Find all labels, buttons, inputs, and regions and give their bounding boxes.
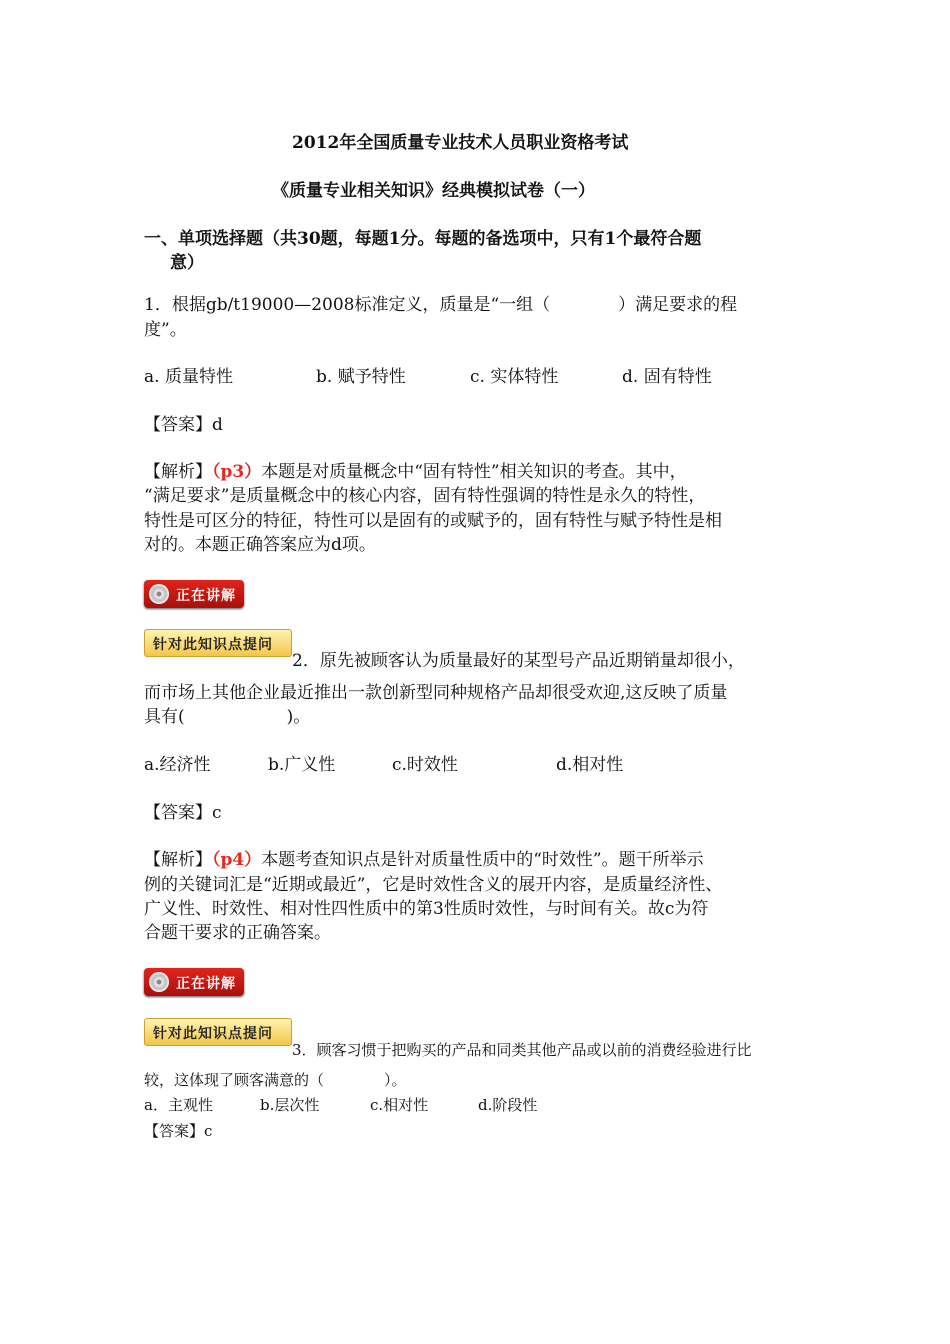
q2-stem-cont: 而市场上其他企业最近推出一款创新型同种规格产品却很受欢迎,这反映了质量 [144,683,728,703]
q3-stem: 3．顾客习惯于把购买的产品和同类其他产品或以前的消费经验进行比 [292,1041,752,1059]
q2-analysis-line2: 例的关键词汇是“近期或最近”，它是时效性含义的展开内容，是质量经济性、 [144,875,723,895]
disc-icon [149,972,169,992]
q1-analysis [144,460,687,485]
page-reference: （p3） [212,462,262,482]
q3-stem-cont: 较，这体现了顾客满意的（ ）。 [144,1071,407,1089]
ask-question-label: 针对此知识点提问 [153,637,273,653]
q3-option-b: b.层次性 [260,1096,320,1114]
q3-option-c: c.相对性 [370,1096,429,1114]
q1-option-b: b. 赋予特性 [316,367,406,387]
q3-answer: 【答案】c [144,1122,213,1140]
q2-analysis-line4: 合题干要求的正确答案。 [144,923,331,943]
now-explaining-button[interactable] [144,580,244,608]
ask-question-button[interactable] [144,629,292,657]
q3-option-d: d.阶段性 [478,1096,538,1114]
q2-answer: 【答案】c [144,803,222,823]
q2-option-c: c.时效性 [392,755,458,775]
document-subtitle: 《质量专业相关知识》经典模拟试卷（一） [272,181,595,201]
analysis-label: 【解析】 [144,462,212,482]
q2-analysis [144,848,704,873]
now-explaining-label: 正在讲解 [176,976,236,992]
q1-answer: 【答案】d [144,415,223,435]
q2-option-a: a.经济性 [144,755,211,775]
q1-stem-cont: 度”。 [144,320,187,340]
analysis-label: 【解析】 [144,850,212,870]
q1-stem: 1．根据gb/t19000—2008标准定义，质量是“一组（ ）满足要求的程 [144,295,738,315]
disc-icon [149,584,169,604]
q2-analysis-line3: 广义性、时效性、相对性四性质中的第3性质时效性，与时间有关。故c为符 [144,899,709,919]
ask-question-label: 针对此知识点提问 [153,1026,273,1042]
q1-option-a: a. 质量特性 [144,367,233,387]
q1-analysis-line4: 对的。本题正确答案应为d项。 [144,535,376,555]
section-heading: 一、单项选择题（共30题，每题1分。每题的备选项中，只有1个最符合题 [144,229,702,249]
q2-option-d: d.相对性 [556,755,624,775]
q1-analysis-line2: “满足要求”是质量概念中的核心内容，固有特性强调的特性是永久的特性， [144,486,706,506]
document-title: 2012年全国质量专业技术人员职业资格考试 [292,133,629,153]
q1-option-c: c. 实体特性 [470,367,559,387]
q1-analysis-line3: 特性是可区分的特征，特性可以是固有的或赋予的，固有特性与赋予特性是相 [144,511,722,531]
ask-question-button[interactable] [144,1018,292,1046]
q3-option-a: a．主观性 [144,1096,213,1114]
q2-stem-cont2: 具有( )。 [144,707,311,727]
page-reference: （p4） [212,850,262,870]
q2-option-b: b.广义性 [268,755,336,775]
now-explaining-label: 正在讲解 [176,588,236,604]
q2-stem: 2．原先被顾客认为质量最好的某型号产品近期销量却很小， [292,651,745,671]
q1-option-d: d. 固有特性 [622,367,712,387]
analysis-text: 本题考查知识点是针对质量性质中的“时效性”。题干所举示 [261,850,704,870]
analysis-text: 本题是对质量概念中“固有特性”相关知识的考查。其中， [261,462,687,482]
now-explaining-button[interactable] [144,968,244,996]
section-heading-cont: 意） [170,253,204,273]
